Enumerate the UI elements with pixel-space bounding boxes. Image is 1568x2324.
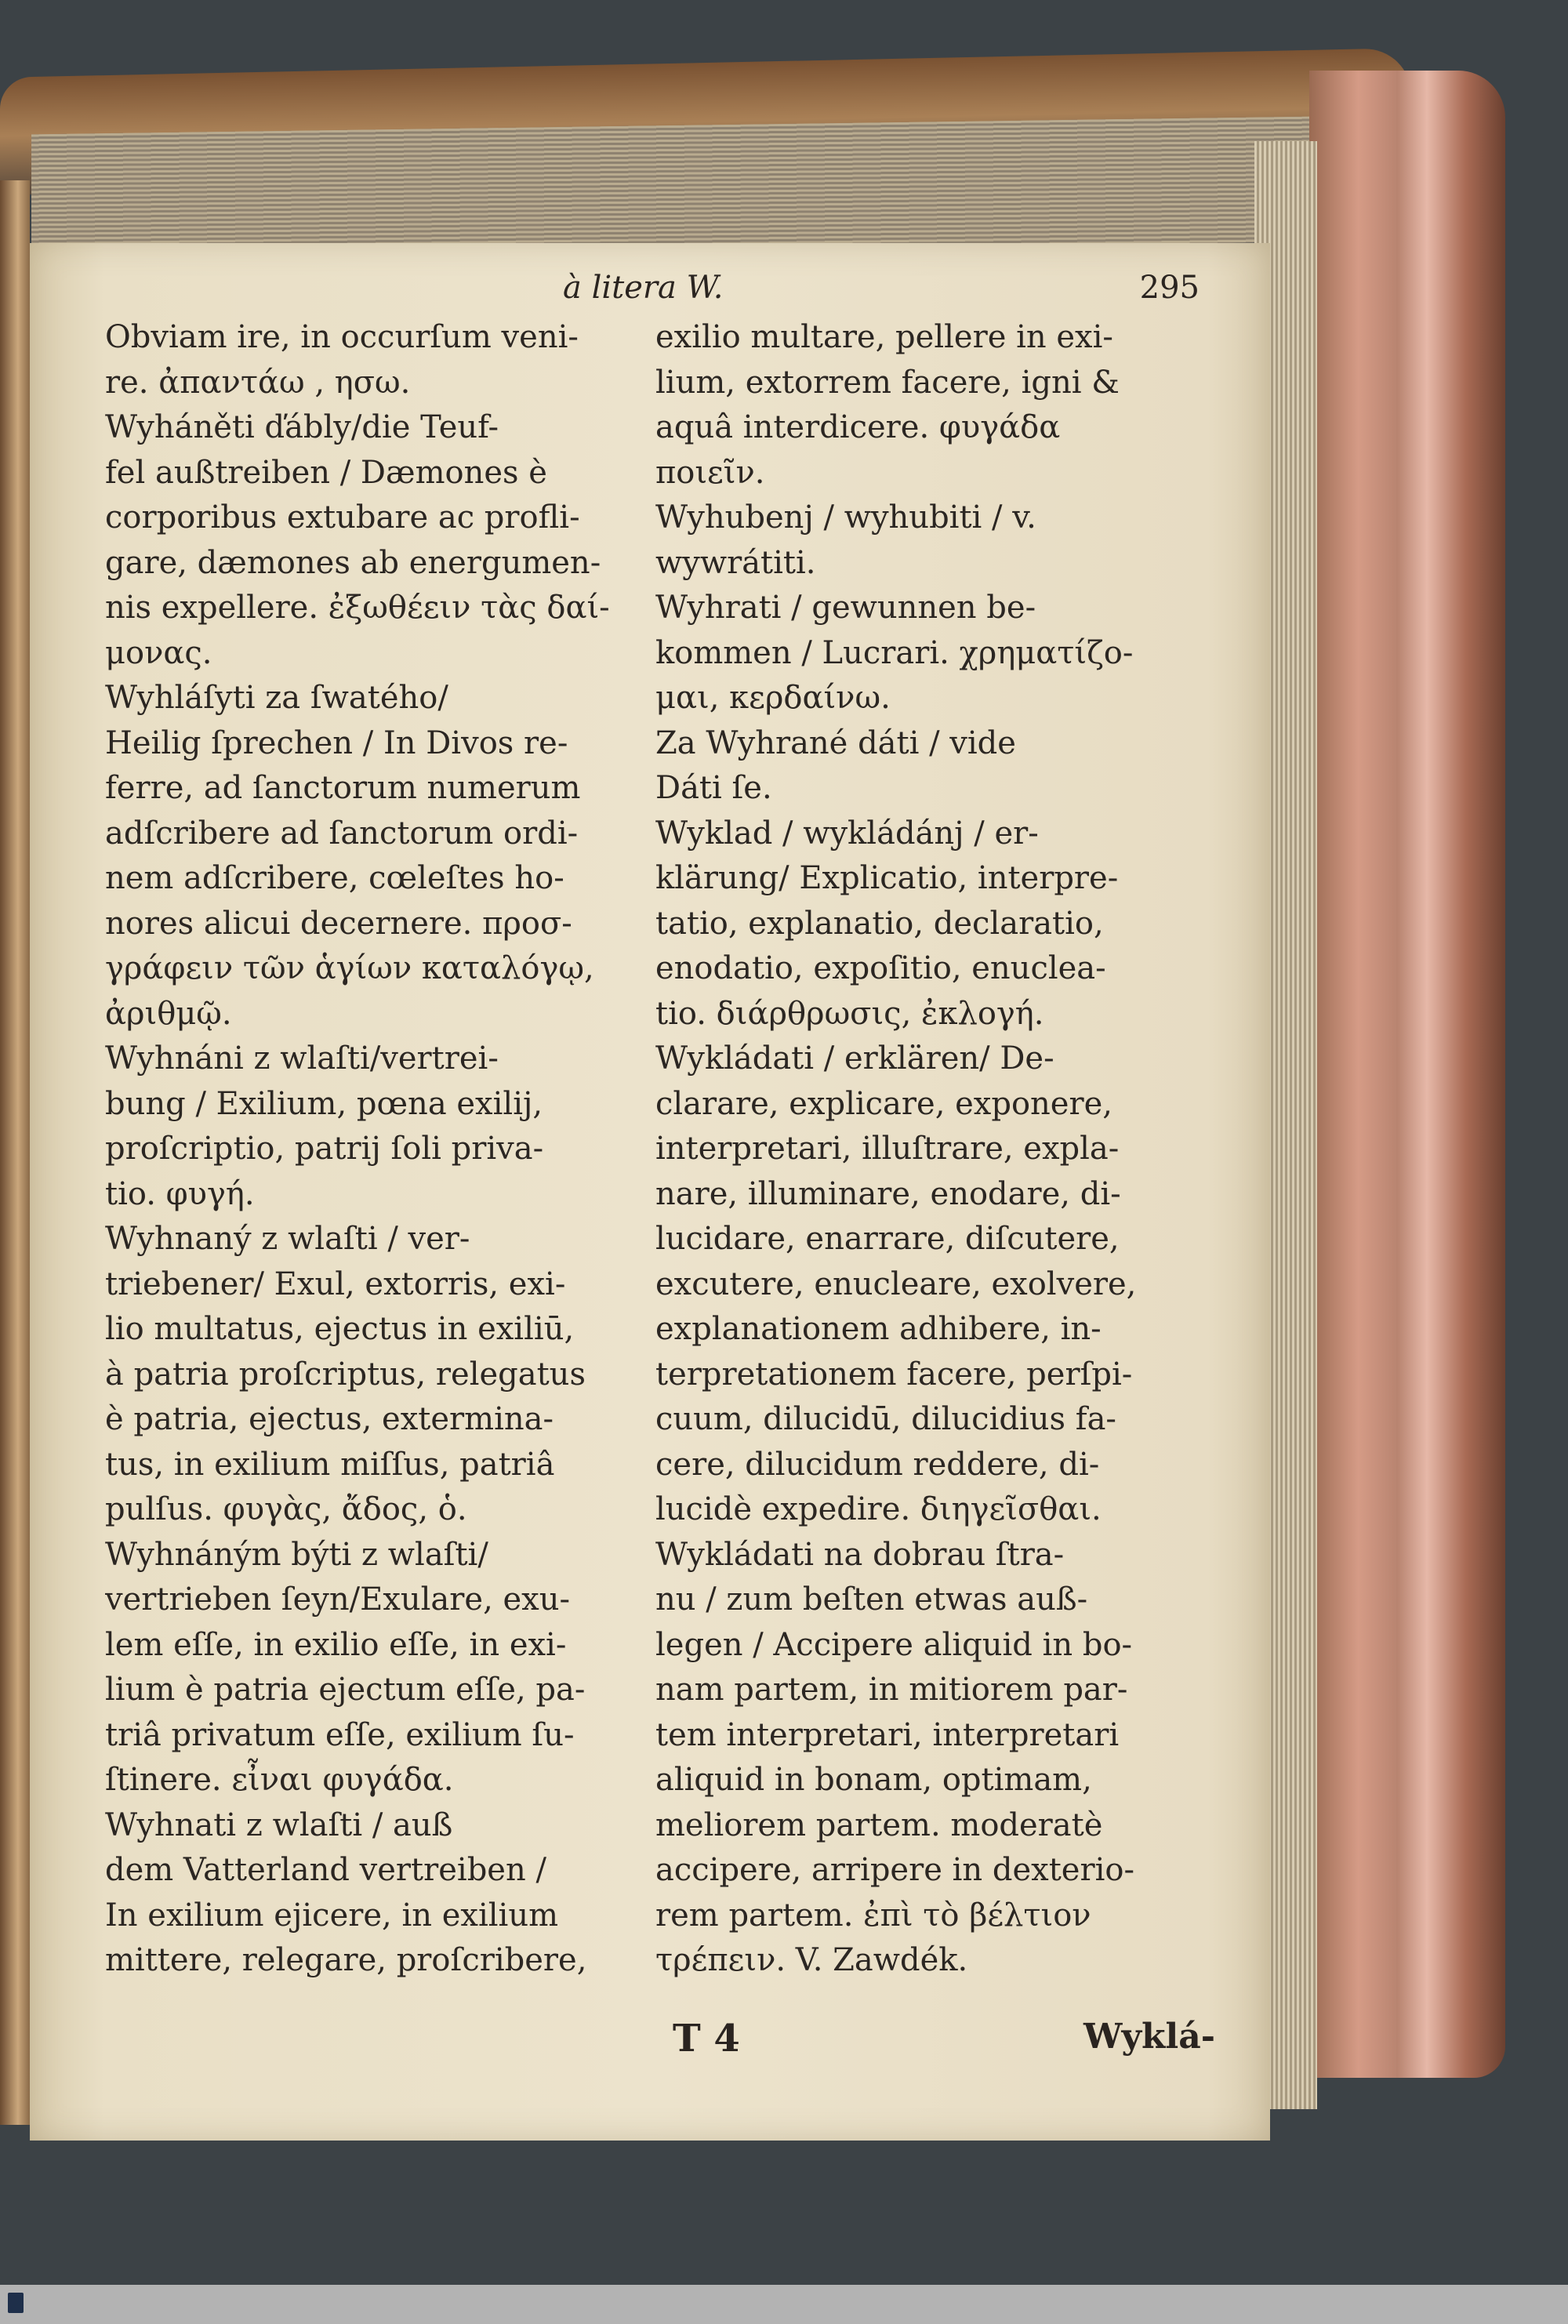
text-line: wywrátiti.	[655, 544, 816, 581]
text-line: Wykládati / erklären/ De-	[655, 1040, 1054, 1077]
text-line: lem eſſe, in exilio eſſe, in exi-	[105, 1626, 567, 1663]
text-line: excutere, enucleare, exolvere,	[655, 1265, 1137, 1302]
text-line: enodatio, expoſitio, enuclea-	[655, 950, 1106, 986]
text-line: nis expellere. ἐξωθέειν τὰς δαί-	[105, 590, 610, 626]
text-line: à patria proſcriptus, relegatus	[105, 1356, 586, 1393]
running-head	[30, 270, 1270, 317]
book-spine-left	[0, 180, 30, 2125]
text-line: Obviam ire, in occurſum veni-	[105, 319, 579, 355]
text-line: gare, dæmones ab energumen-	[105, 544, 601, 581]
text-line: Wyhubenj / wyhubiti / v.	[655, 499, 1036, 536]
text-line: lucidare, enarrare, diſcutere,	[655, 1221, 1120, 1257]
page-number: 295	[1139, 270, 1200, 306]
text-line: nores alicui decernere. προσ-	[105, 905, 572, 942]
text-line: triebener/ Exul, extorris, exi-	[105, 1265, 566, 1302]
text-line: corporibus extubare ac profli-	[105, 499, 580, 536]
text-line: Wykládati na dobrau ſtra-	[655, 1536, 1065, 1573]
text-line: meliorem partem. moderatè	[655, 1807, 1103, 1843]
text-line: ferre, ad ſanctorum numerum	[105, 770, 581, 806]
text-line: terpretationem facere, perſpi-	[655, 1356, 1133, 1393]
text-line: bung / Exilium, pœna exilij,	[105, 1085, 543, 1122]
text-line: lio multatus, ejectus in exiliū,	[105, 1311, 575, 1347]
text-line: tus, in exilium miſſus, patriâ	[105, 1446, 555, 1483]
text-line: exilio multare, pellere in exi-	[655, 319, 1113, 355]
text-line: cuum, dilucidū, dilucidius fa-	[655, 1401, 1116, 1437]
text-line: triâ privatum eſſe, exilium ſu-	[105, 1716, 575, 1753]
library-logo-icon	[8, 2293, 24, 2313]
text-line: proſcriptio, patrij ſoli priva-	[105, 1131, 544, 1167]
text-line: accipere, arripere in dexterio-	[655, 1852, 1134, 1888]
text-line: μαι, κερδαίνω.	[655, 680, 891, 716]
book-page-edges-top	[31, 117, 1309, 260]
text-line: ἀριθμῷ.	[105, 995, 232, 1032]
text-line: γράφειν τῶν ἁγίων καταλόγῳ,	[105, 950, 594, 986]
catchword: Wyklá-	[1083, 2017, 1215, 2057]
text-line: nare, illuminare, enodare, di-	[655, 1175, 1121, 1212]
text-line: aquâ interdicere. φυγάδα	[655, 409, 1061, 445]
text-line: mittere, relegare, proſcribere,	[105, 1942, 587, 1978]
viewer-bottom-strip	[0, 2285, 1568, 2324]
text-line: nem adſcribere, cœleſtes ho-	[105, 860, 564, 896]
text-line: adſcribere ad ſanctorum ordi-	[105, 815, 579, 852]
text-line: Wyhrati / gewunnen be-	[655, 590, 1036, 626]
text-line: explanationem adhibere, in-	[655, 1311, 1102, 1347]
book-cover-right	[1309, 71, 1505, 2078]
text-line: Za Wyhrané dáti / vide	[655, 724, 1016, 761]
text-line: τρέπειν. V. Zawdék.	[655, 1942, 968, 1978]
text-line: Wyklad / wykládánj / er-	[655, 815, 1039, 852]
text-line: lucidè expedire. διηγεῖσθαι.	[655, 1491, 1102, 1527]
text-line: Wyhláſyti za ſwatého/	[105, 680, 448, 716]
text-line: aliquid in bonam, optimam,	[655, 1762, 1092, 1798]
text-line: vertrieben ſeyn/Exulare, exu-	[105, 1581, 571, 1618]
text-line: dem Vatterland vertreiben /	[105, 1852, 546, 1888]
text-line: interpretari, illuſtrare, expla-	[655, 1131, 1120, 1167]
text-line: kommen / Lucrari. χρηματίζο-	[655, 634, 1134, 671]
text-line: rem partem. ἐπὶ τὸ βέλτιον	[655, 1897, 1091, 1934]
right-column	[655, 315, 1204, 1984]
text-line: klärung/ Explicatio, interpre-	[655, 860, 1119, 896]
text-line: cere, dilucidum reddere, di-	[655, 1446, 1100, 1483]
text-line: è patria, ejectus, extermina-	[105, 1401, 554, 1437]
text-line: legen / Accipere aliquid in bo-	[655, 1626, 1133, 1663]
text-line: Wyhnati z wlaſti / auß	[105, 1807, 453, 1843]
text-line: clarare, explicare, exponere,	[655, 1085, 1112, 1122]
text-line: fel außtreiben / Dæmones è	[105, 454, 547, 491]
page-footer	[30, 2017, 1270, 2072]
text-line: Heilig ſprechen / In Divos re-	[105, 724, 568, 761]
book-page	[30, 243, 1270, 2141]
text-line: pulſus. φυγὰς, ἄδος, ὁ.	[105, 1491, 467, 1527]
text-line: nu / zum beſten etwas auß-	[655, 1581, 1088, 1618]
text-line: Wyháněti ďábly/die Teuf-	[105, 409, 499, 445]
text-line: re. ἀπαντάω , ησω.	[105, 364, 411, 401]
text-line: tatio, explanatio, declaratio,	[655, 905, 1104, 942]
text-line: lium è patria ejectum eſſe, pa-	[105, 1672, 586, 1708]
text-line: nam partem, in mitiorem par-	[655, 1672, 1128, 1708]
text-line: tio. φυγή.	[105, 1175, 255, 1212]
text-line: Wyhnaný z wlaſti / ver-	[105, 1221, 470, 1257]
text-line: tio. διάρθρωσις, ἐκλογή.	[655, 995, 1044, 1032]
text-line: Wyhnáni z wlaſti/vertrei-	[105, 1040, 499, 1077]
text-line: ποιεῖν.	[655, 454, 765, 491]
left-column	[105, 315, 654, 1984]
text-line: Dáti ſe.	[655, 770, 772, 806]
text-line: μονας.	[105, 634, 212, 671]
text-line: In exilium ejicere, in exilium	[105, 1897, 559, 1934]
signature-mark: T 4	[673, 2017, 740, 2061]
text-line: tem interpretari, interpretari	[655, 1716, 1120, 1753]
text-line: Wyhnáným býti z wlaſti/	[105, 1536, 488, 1573]
running-title: à litera W.	[563, 270, 724, 306]
text-line: lium, extorrem facere, igni &	[655, 364, 1120, 401]
text-line: ſtinere. εἶναι φυγάδα.	[105, 1762, 454, 1798]
